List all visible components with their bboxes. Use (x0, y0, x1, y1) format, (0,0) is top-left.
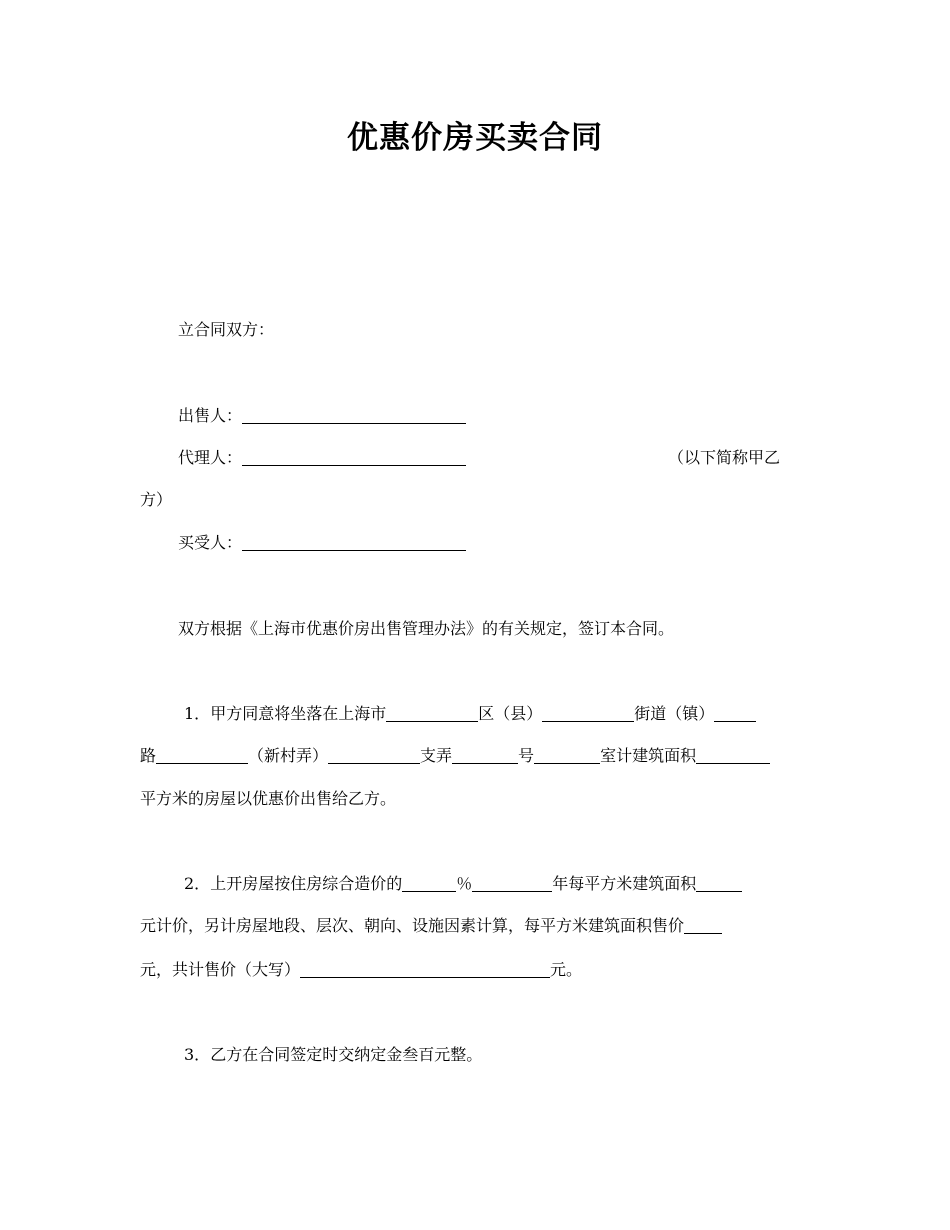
abbrev-note-cont: 方） (140, 490, 173, 509)
clause1-text: 甲方同意将坐落在上海市 (210, 704, 387, 723)
agent-blank (242, 450, 466, 466)
seller-blank (242, 408, 466, 424)
unit-cost-blank (696, 876, 742, 892)
clause1-number: 1． (184, 704, 211, 723)
clause2-line1 (184, 874, 742, 894)
clause2-line2 (140, 916, 722, 936)
clause2-text: 年每平方米建筑面积 (552, 874, 697, 893)
clause2-text: 上开房屋按住房综合造价的 (210, 874, 403, 893)
unit-price-blank (684, 918, 722, 934)
clause1-line3: 平方米的房屋以优惠价出售给乙方。 (140, 789, 397, 808)
abbrev-note: （以下简称甲乙 (668, 448, 781, 467)
street-blank (542, 706, 634, 722)
document-title: 优惠价房买卖合同 (347, 120, 603, 156)
road-blank (714, 706, 756, 722)
clause1-text: 区（县） (478, 704, 543, 723)
percent-blank (402, 876, 456, 892)
room-blank (534, 748, 600, 764)
year-blank (472, 876, 552, 892)
clause1-text: （新村弄） (248, 746, 329, 765)
clause1-text: 支弄 (420, 746, 453, 765)
area-blank (696, 748, 770, 764)
buyer-label: 买受人： (178, 533, 243, 552)
basis-paragraph: 双方根据《上海市优惠价房出售管理办法》的有关规定，签订本合同。 (178, 619, 675, 638)
clause2-text: 元，共计售价（大写） (140, 960, 301, 979)
clause1-text: 室计建筑面积 (600, 746, 697, 765)
clause1-text: 路 (140, 746, 157, 765)
district-blank (386, 706, 478, 722)
clause2-line3 (140, 960, 582, 980)
clause3-line (184, 1045, 482, 1065)
buyer-blank (242, 535, 466, 551)
total-price-blank (300, 962, 550, 978)
number-blank (452, 748, 518, 764)
clause1-text: 街道（镇） (634, 704, 715, 723)
clause2-number: 2． (184, 874, 211, 893)
clause2-text: 元。 (550, 960, 583, 979)
clause1-text: 号 (518, 746, 535, 765)
parties-heading: 立合同双方： (178, 320, 275, 339)
agent-label: 代理人： (178, 448, 243, 467)
clause2-text: 元计价，另计房屋地段、层次、朝向、设施因素计算，每平方米建筑面积售价 (140, 916, 685, 935)
seller-line (178, 406, 466, 426)
buyer-line (178, 533, 466, 553)
clause1-line2 (140, 746, 770, 766)
agent-line (178, 448, 466, 468)
clause3-text: 乙方在合同签定时交纳定金叁百元整。 (210, 1045, 483, 1064)
lane-blank (328, 748, 420, 764)
clause1-line1 (184, 704, 756, 724)
clause2-text: ％ (456, 874, 473, 893)
seller-label: 出售人： (178, 406, 243, 425)
clause3-number: 3． (184, 1045, 211, 1064)
road-name-blank (156, 748, 248, 764)
